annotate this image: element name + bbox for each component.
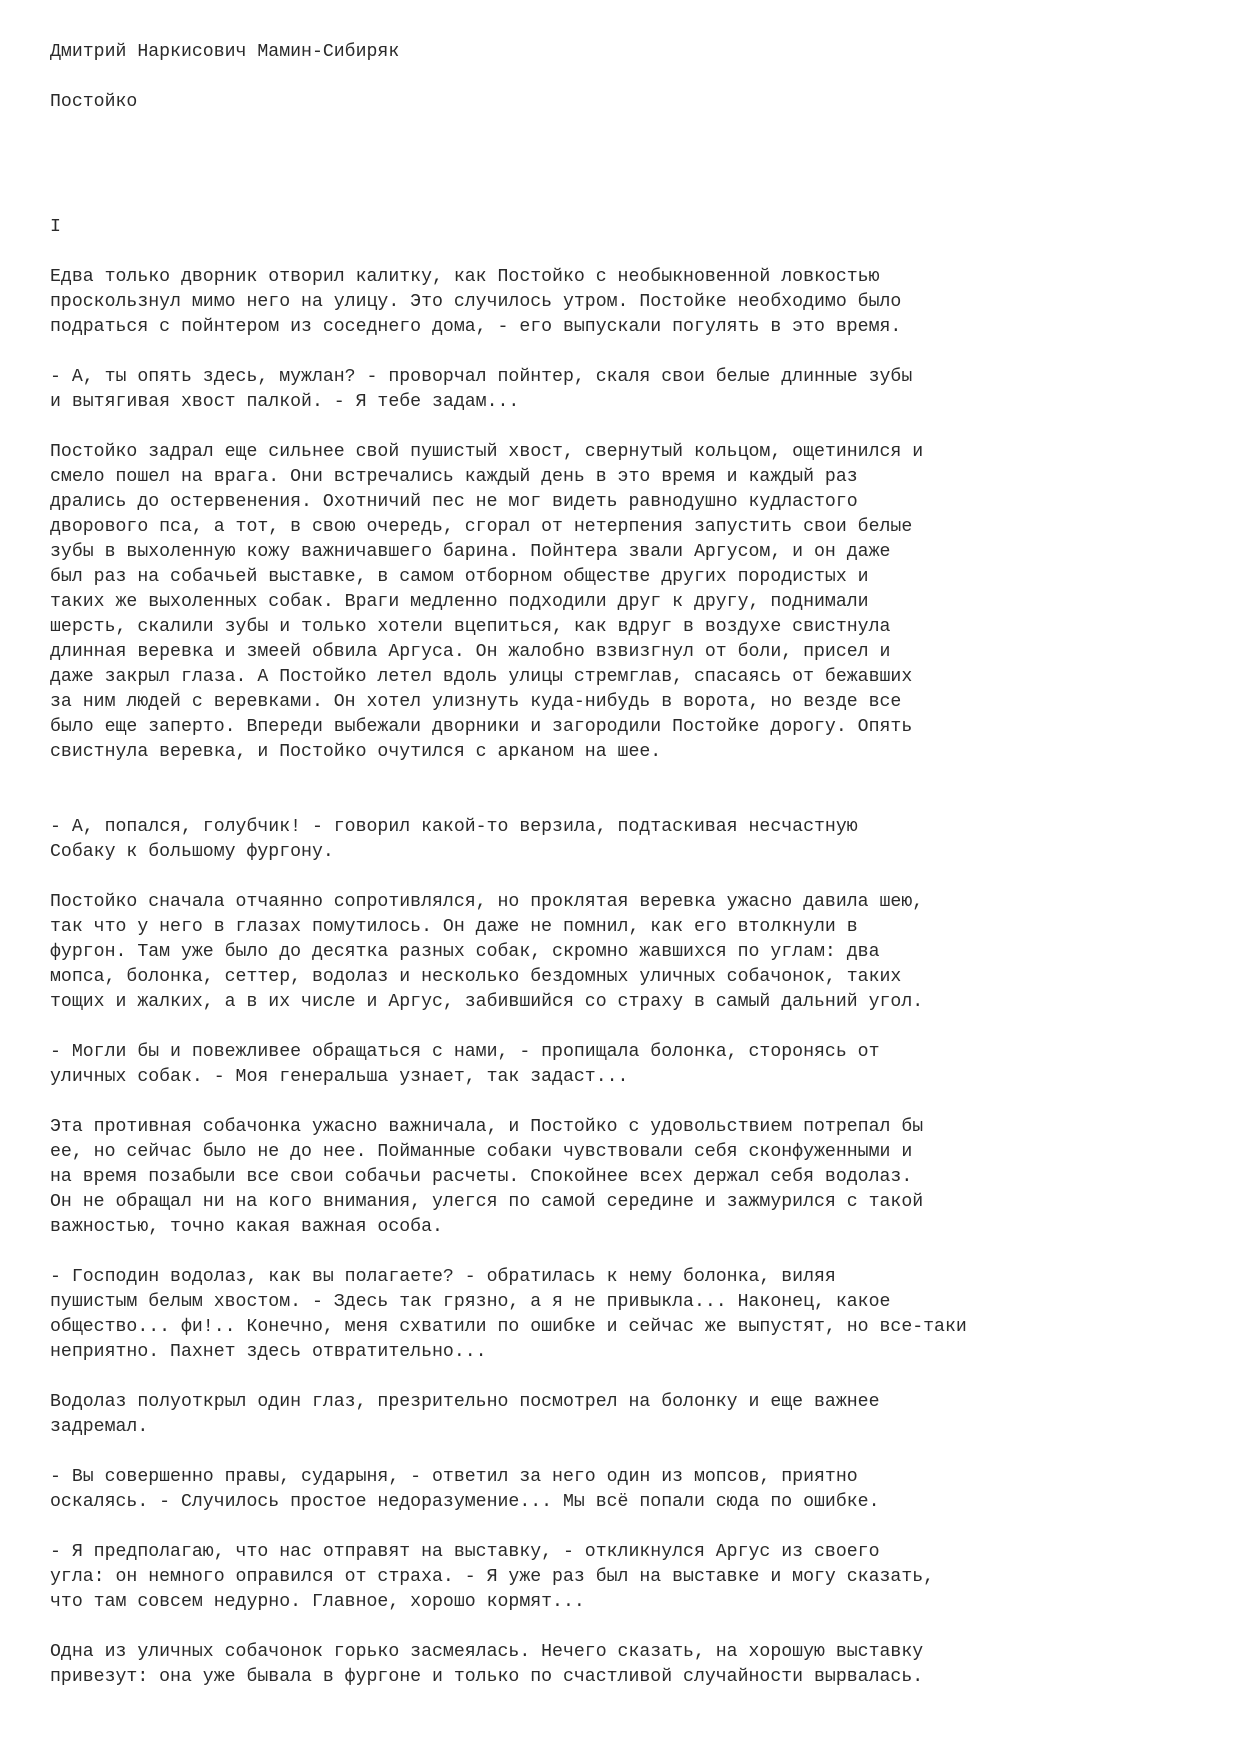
text-line: - Господин водолаз, как вы полагаете? - обратилась к нему болонка, виляя [50,1267,836,1287]
text-line: - А, ты опять здесь, мужлан? - проворчал пойнтер, скаля свои белые длинные зубы [50,367,913,387]
text-line: зубы в выхоленную кожу важничавшего барина. Пойнтера звали Аргусом, и он даже [50,542,891,562]
text-line: за ним людей с веревками. Он хотел улизнуть куда-нибудь в ворота, но везде все [50,692,902,712]
text-line: что там совсем недурно. Главное, хорошо кормят... [50,1592,585,1612]
paragraph [50,815,1210,865]
paragraph [50,1390,1210,1440]
text-line: на время позабыли все свои собачьи расчеты. Спокойнее всех держал себя водолаз. [50,1167,913,1187]
text-line: фургон. Там уже было до десятка разных собак, скромно жавшихся по углам: два [50,942,880,962]
text-line: тощих и жалких, а в их числе и Аргус, забившийся со страху в самый дальний угол. [50,992,924,1012]
paragraph [50,1540,1210,1615]
text-line: свистнула веревка, и Постойко очутился с арканом на шее. [50,742,662,762]
text-line: уличных собак. - Моя генеральша узнает, так задаст... [50,1067,629,1087]
text-line: Собаку к большому фургону. [50,842,334,862]
text-line: Едва только дворник отворил калитку, как Постойко с необыкновенной ловкостью [50,267,880,287]
text-line: и вытягивая хвост палкой. - Я тебе задам... [50,392,520,412]
text-line: был раз на собачьей выставке, в самом отборном обществе других породистых и [50,567,869,587]
text-line: дворового пса, а тот, в свою очередь, сгорал от нетерпения запустить свои белые [50,517,913,537]
text-line: задремал. [50,1417,149,1437]
text-line: - Вы совершенно правы, сударыня, - ответил за него один из мопсов, приятно [50,1467,858,1487]
paragraph [50,1115,1210,1240]
text-line: даже закрыл глаза. А Постойко летел вдоль улицы стремглав, спасаясь от бежавших [50,667,913,687]
paragraph [50,890,1210,1015]
text-line: Эта противная собачонка ужасно важничала, и Постойко с удовольствием потрепал бы [50,1117,924,1137]
paragraph [50,1465,1210,1515]
text-line: мопса, болонка, сеттер, водолаз и несколько бездомных уличных собачонок, таких [50,967,902,987]
text-line: Постойко задрал еще сильнее свой пушистый хвост, свернутый кольцом, ощетинился и [50,442,924,462]
text-line: пушистым белым хвостом. - Здесь так грязно, а я не привыкла... Наконец, какое [50,1292,891,1312]
text-line: оскалясь. - Случилось простое недоразумение... Мы всё попали сюда по ошибке. [50,1492,880,1512]
text-line: общество... фи!.. Конечно, меня схватили по ошибке и сейчас же выпустят, но все-таки [50,1317,967,1337]
text-line: было еще заперто. Впереди выбежали дворники и загородили Постойке дорогу. Опять [50,717,913,737]
text-line: дрались до остервенения. Охотничий пес не мог видеть равнодушно кудластого [50,492,858,512]
document-page [50,30,1210,1690]
text-line: длинная веревка и змеей обвила Аргуса. Он жалобно взвизгнул от боли, присел и [50,642,891,662]
text-line: - Я предполагаю, что нас отправят на выставку, - откликнулся Аргус из своего [50,1542,880,1562]
text-line: важностью, точно какая важная особа. [50,1217,443,1237]
story-title: Постойко [50,92,138,112]
text-line: Водолаз полуоткрыл один глаз, презрительно посмотрел на болонку и еще важнее [50,1392,880,1412]
text-line: Одна из уличных собачонок горько засмеялась. Нечего сказать, на хорошую выставку [50,1642,924,1662]
author-name: Дмитрий Наркисович Мамин-Сибиряк [50,42,400,62]
paragraph [50,365,1210,415]
text-line: привезут: она уже бывала в фургоне и только по счастливой случайности вырвалась. [50,1667,924,1687]
text-line: ее, но сейчас было не до нее. Пойманные собаки чувствовали себя сконфуженными и [50,1142,913,1162]
text-line: шерсть, скалили зубы и только хотели вцепиться, как вдруг в воздухе свистнула [50,617,891,637]
text-line: таких же выхоленных собак. Враги медленно подходили друг к другу, поднимали [50,592,869,612]
story-body [50,265,1210,1690]
text-line: - Могли бы и повежливее обращаться с нами, - пропищала болонка, сторонясь от [50,1042,880,1062]
paragraph [50,1040,1210,1090]
text-line: неприятно. Пахнет здесь отвратительно... [50,1342,487,1362]
paragraph [50,1640,1210,1690]
text-line: проскользнул мимо него на улицу. Это случилось утром. Постойке необходимо было [50,292,902,312]
paragraph [50,265,1210,340]
text-line: - А, попался, голубчик! - говорил какой-то верзила, подтаскивая несчастную [50,817,858,837]
text-line: подраться с пойнтером из соседнего дома, - его выпускали погулять в это время. [50,317,902,337]
text-line: смело пошел на врага. Они встречались каждый день в это время и каждый раз [50,467,858,487]
paragraph [50,440,1210,765]
text-line: так что у него в глазах помутилось. Он даже не помнил, как его втолкнули в [50,917,858,937]
chapter-heading: I [50,217,61,237]
text-line: угла: он немного оправился от страха. - Я уже раз был на выставке и могу сказать, [50,1567,935,1587]
text-line: Постойко сначала отчаянно сопротивлялся, но проклятая веревка ужасно давила шею, [50,892,924,912]
paragraph [50,1265,1210,1365]
text-line: Он не обращал ни на кого внимания, улегся по самой середине и зажмурился с такой [50,1192,924,1212]
